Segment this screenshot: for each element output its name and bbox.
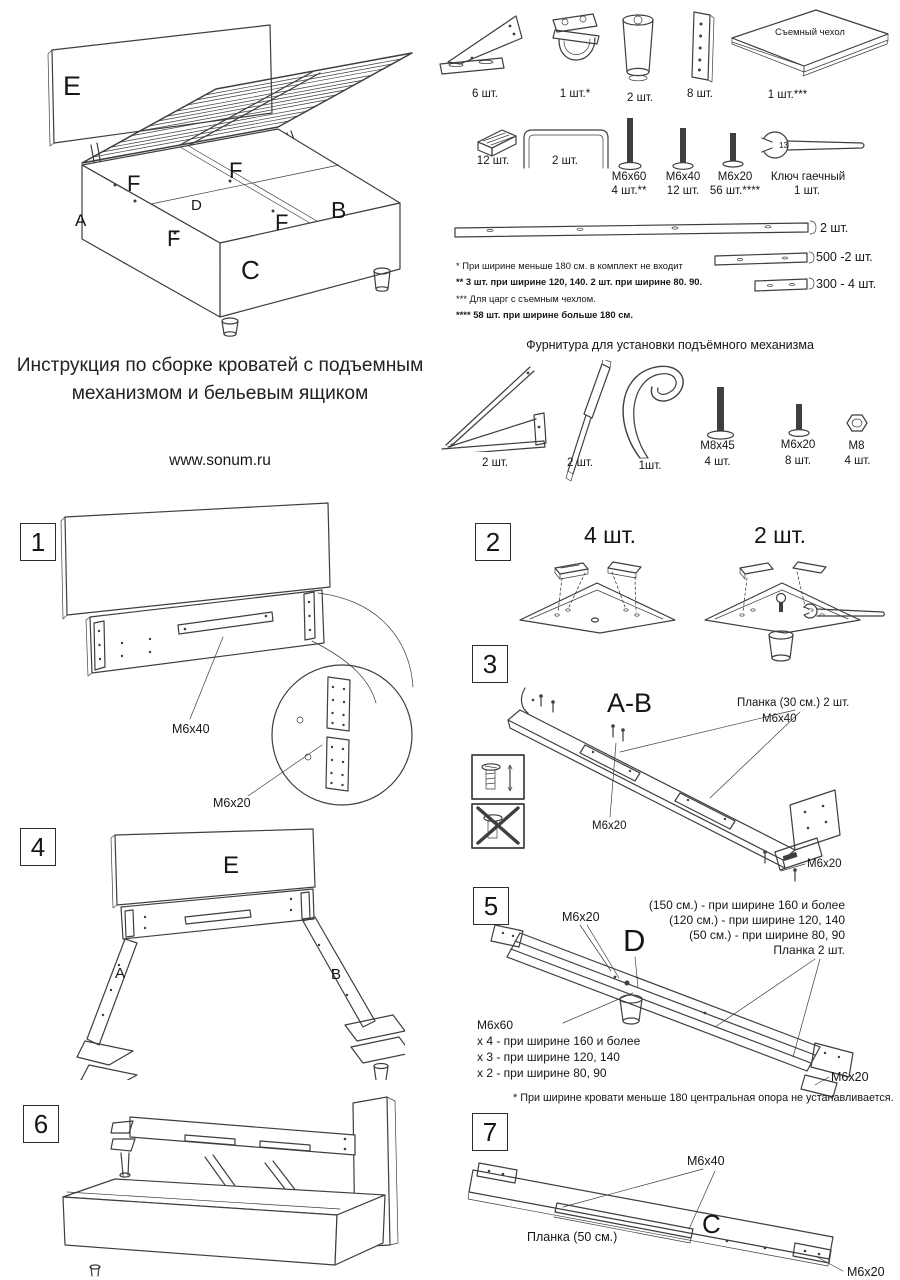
m6x60-line-1: M6x60 [477, 1018, 514, 1032]
plank-300 [755, 278, 814, 291]
part-qty: 6 шт. [471, 88, 498, 100]
part-qty: 8 шт. [686, 88, 713, 100]
fitting-qty: 8 шт. [784, 455, 811, 467]
step-1-diagram [60, 495, 430, 817]
label-m6x40: M6x40 [172, 722, 210, 736]
label-C: C [241, 255, 260, 285]
headboard-upper-panel [65, 503, 330, 615]
removable-cover-icon [724, 8, 896, 80]
m6x60-line-2: х 4 - при ширине 160 и более [477, 1034, 641, 1048]
bolt-m8x45-icon [703, 385, 737, 443]
bolt-qty: 12 шт. [666, 185, 700, 197]
step-4-diagram [75, 825, 405, 1080]
bolt-qty: 56 шт.**** [709, 185, 761, 197]
rail-B [303, 917, 405, 1080]
label-planka-30: Планка (30 см.) 2 шт. [737, 697, 850, 709]
step3-title: А-В [607, 688, 653, 718]
step-2-number [475, 523, 511, 561]
leg-icon [614, 12, 662, 88]
bolt-m6x40-icon [670, 126, 696, 172]
fitting-qty: 1шт. [638, 460, 662, 472]
bolt-label: M6x60 [611, 171, 647, 183]
center-leg [620, 981, 642, 1025]
center-plank [178, 612, 273, 634]
step-number-text: 3 [482, 648, 498, 679]
part-qty: 2 шт. [551, 155, 578, 167]
step-7-diagram [465, 1145, 900, 1280]
plank-1 [580, 745, 640, 781]
strut-holder-icon [547, 10, 605, 88]
part-qty: 1 шт.*** [767, 89, 808, 101]
label-C: С [702, 1209, 721, 1239]
fitting-label: M8x45 [700, 440, 735, 452]
bolt-label: M6x40 [665, 171, 701, 183]
label-m6x20-left: M6x20 [592, 820, 627, 832]
label-F4: F [275, 210, 289, 235]
wrench-size-label: 13 [779, 141, 788, 150]
overview-bed-diagram [15, 5, 445, 340]
plank-qty: 300 - 4 шт. [816, 277, 877, 291]
label-F2: F [229, 158, 243, 183]
label-D: D [191, 197, 202, 214]
fitting-label: M6x20 [780, 439, 816, 451]
bolt-m6x20-icon [720, 131, 746, 172]
wrench-icon [758, 128, 870, 164]
step-number-text: 5 [483, 890, 499, 921]
step-number-text: 2 [485, 526, 501, 557]
step-6-diagram [55, 1095, 405, 1280]
size-line-1: (150 см.) - при ширине 160 и более [648, 898, 845, 912]
label-A: A [75, 211, 87, 230]
footnote-2: ** 3 шт. при ширине 120, 140. 2 шт. при ширине 80. 90. [456, 276, 703, 287]
label-D: D [623, 923, 646, 958]
step2-qty-right: 2 шт. [753, 522, 806, 548]
title-line-1: Инструкция по сборке кроватей с подъемным [16, 355, 424, 376]
size-line-4: Планка 2 шт. [773, 943, 845, 957]
fitting-qty: 4 шт. [704, 456, 731, 468]
corner-bracket-icon [438, 12, 530, 84]
step-5-diagram [465, 885, 900, 1113]
title-line-2: механизмом и бельевым ящиком [71, 382, 369, 404]
step-number-text: 7 [482, 1116, 498, 1147]
website-url: www.sonum.ru [169, 452, 271, 469]
plank-qty: 2 шт. [820, 221, 849, 235]
label-m6x20-bottom: M6x20 [831, 1070, 869, 1084]
label-F1: F [127, 171, 141, 196]
nut-m8-icon [843, 410, 871, 436]
lift-mechanism-icon [438, 357, 553, 452]
part-qty: 1 шт.* [559, 88, 591, 100]
bolt-m6x20-fitting-icon [787, 402, 811, 440]
size-line-2: (120 см.) - при ширине 120, 140 [669, 913, 845, 927]
step-number-text: 1 [30, 526, 46, 557]
bolt-qty: 4 шт.** [611, 185, 647, 197]
step5-footnote: * При ширине кровати меньше 180 центральная опора не устанавливается. [513, 1092, 894, 1104]
wrench-qty: 1 шт. [793, 185, 820, 197]
plank-qty: 500 -2 шт. [816, 250, 873, 264]
plank-long [455, 221, 816, 237]
label-A: А [115, 965, 126, 982]
headboard [115, 829, 315, 905]
wrench-label: Ключ гаечный [770, 171, 846, 183]
page-title [10, 352, 430, 408]
step-1-number [20, 523, 56, 561]
m6x60-line-3: х 3 - при ширине 120, 140 [477, 1050, 620, 1064]
side-rail [508, 710, 795, 868]
label-F3: F [167, 226, 181, 251]
no-screw-icon-box [472, 804, 524, 848]
rail-left-end [521, 688, 554, 713]
fitting-label: M8 [848, 440, 865, 452]
step-4-number [20, 828, 56, 866]
label-m6x40: M6x40 [762, 713, 797, 725]
footnote-1: * При ширине меньше 180 см. в комплект не входит [456, 260, 683, 271]
part-qty: 12 шт. [476, 155, 510, 167]
rail-A [77, 939, 137, 1080]
bolt-label: M6x20 [717, 171, 753, 183]
step-number-text: 4 [30, 831, 46, 862]
footnote-4: **** 58 шт. при ширине больше 180 см. [456, 309, 633, 320]
step-3-diagram [465, 640, 900, 885]
footboard-panel [468, 1163, 833, 1266]
cover-label: Съемный чехол [775, 27, 845, 38]
step-number-text: 6 [33, 1108, 49, 1139]
step-6-number [23, 1105, 59, 1143]
label-m6x20: M6x20 [213, 796, 251, 810]
label-E: Е [223, 852, 240, 879]
bracket-assembly-left [520, 562, 675, 633]
label-m6x40: M6x40 [687, 1154, 725, 1168]
label-m6x20-bottom: M6x20 [807, 858, 842, 870]
label-m6x20: M6x20 [847, 1265, 885, 1279]
bolt-m6x60-icon [617, 116, 643, 172]
small-bolts-mid [611, 724, 625, 741]
headboard-lower-panel [90, 590, 324, 673]
label-B: B [331, 197, 347, 223]
fitting-qty: 2 шт. [566, 457, 593, 469]
storage-box-open [63, 1179, 385, 1276]
back-rail-floating [111, 1117, 355, 1177]
label-E: E [63, 71, 82, 101]
plank-500 [715, 252, 814, 265]
screw-depth-icon-box [472, 755, 524, 799]
label-m6x20-top: M6x20 [562, 910, 600, 924]
fittings-title: Фурнитура для установки подъёмного механизма [526, 338, 814, 352]
fitting-qty: 4 шт. [844, 455, 871, 467]
size-line-3: (50 см.) - при ширине 80, 90 [689, 928, 845, 942]
label-planka-50: Планка (50 см.) [527, 1230, 618, 1244]
step2-qty-left: 4 шт. [583, 522, 636, 548]
connector-plate-icon [676, 10, 724, 86]
plank-2 [675, 793, 735, 829]
part-qty: 2 шт. [626, 92, 653, 104]
footnote-3: *** Для царг с съемным чехлом. [456, 293, 596, 304]
label-B: В [331, 966, 342, 983]
fitting-qty: 2 шт. [481, 457, 508, 469]
m6x60-line-4: х 2 - при ширине 80, 90 [477, 1066, 607, 1080]
strap-icon [612, 362, 692, 462]
